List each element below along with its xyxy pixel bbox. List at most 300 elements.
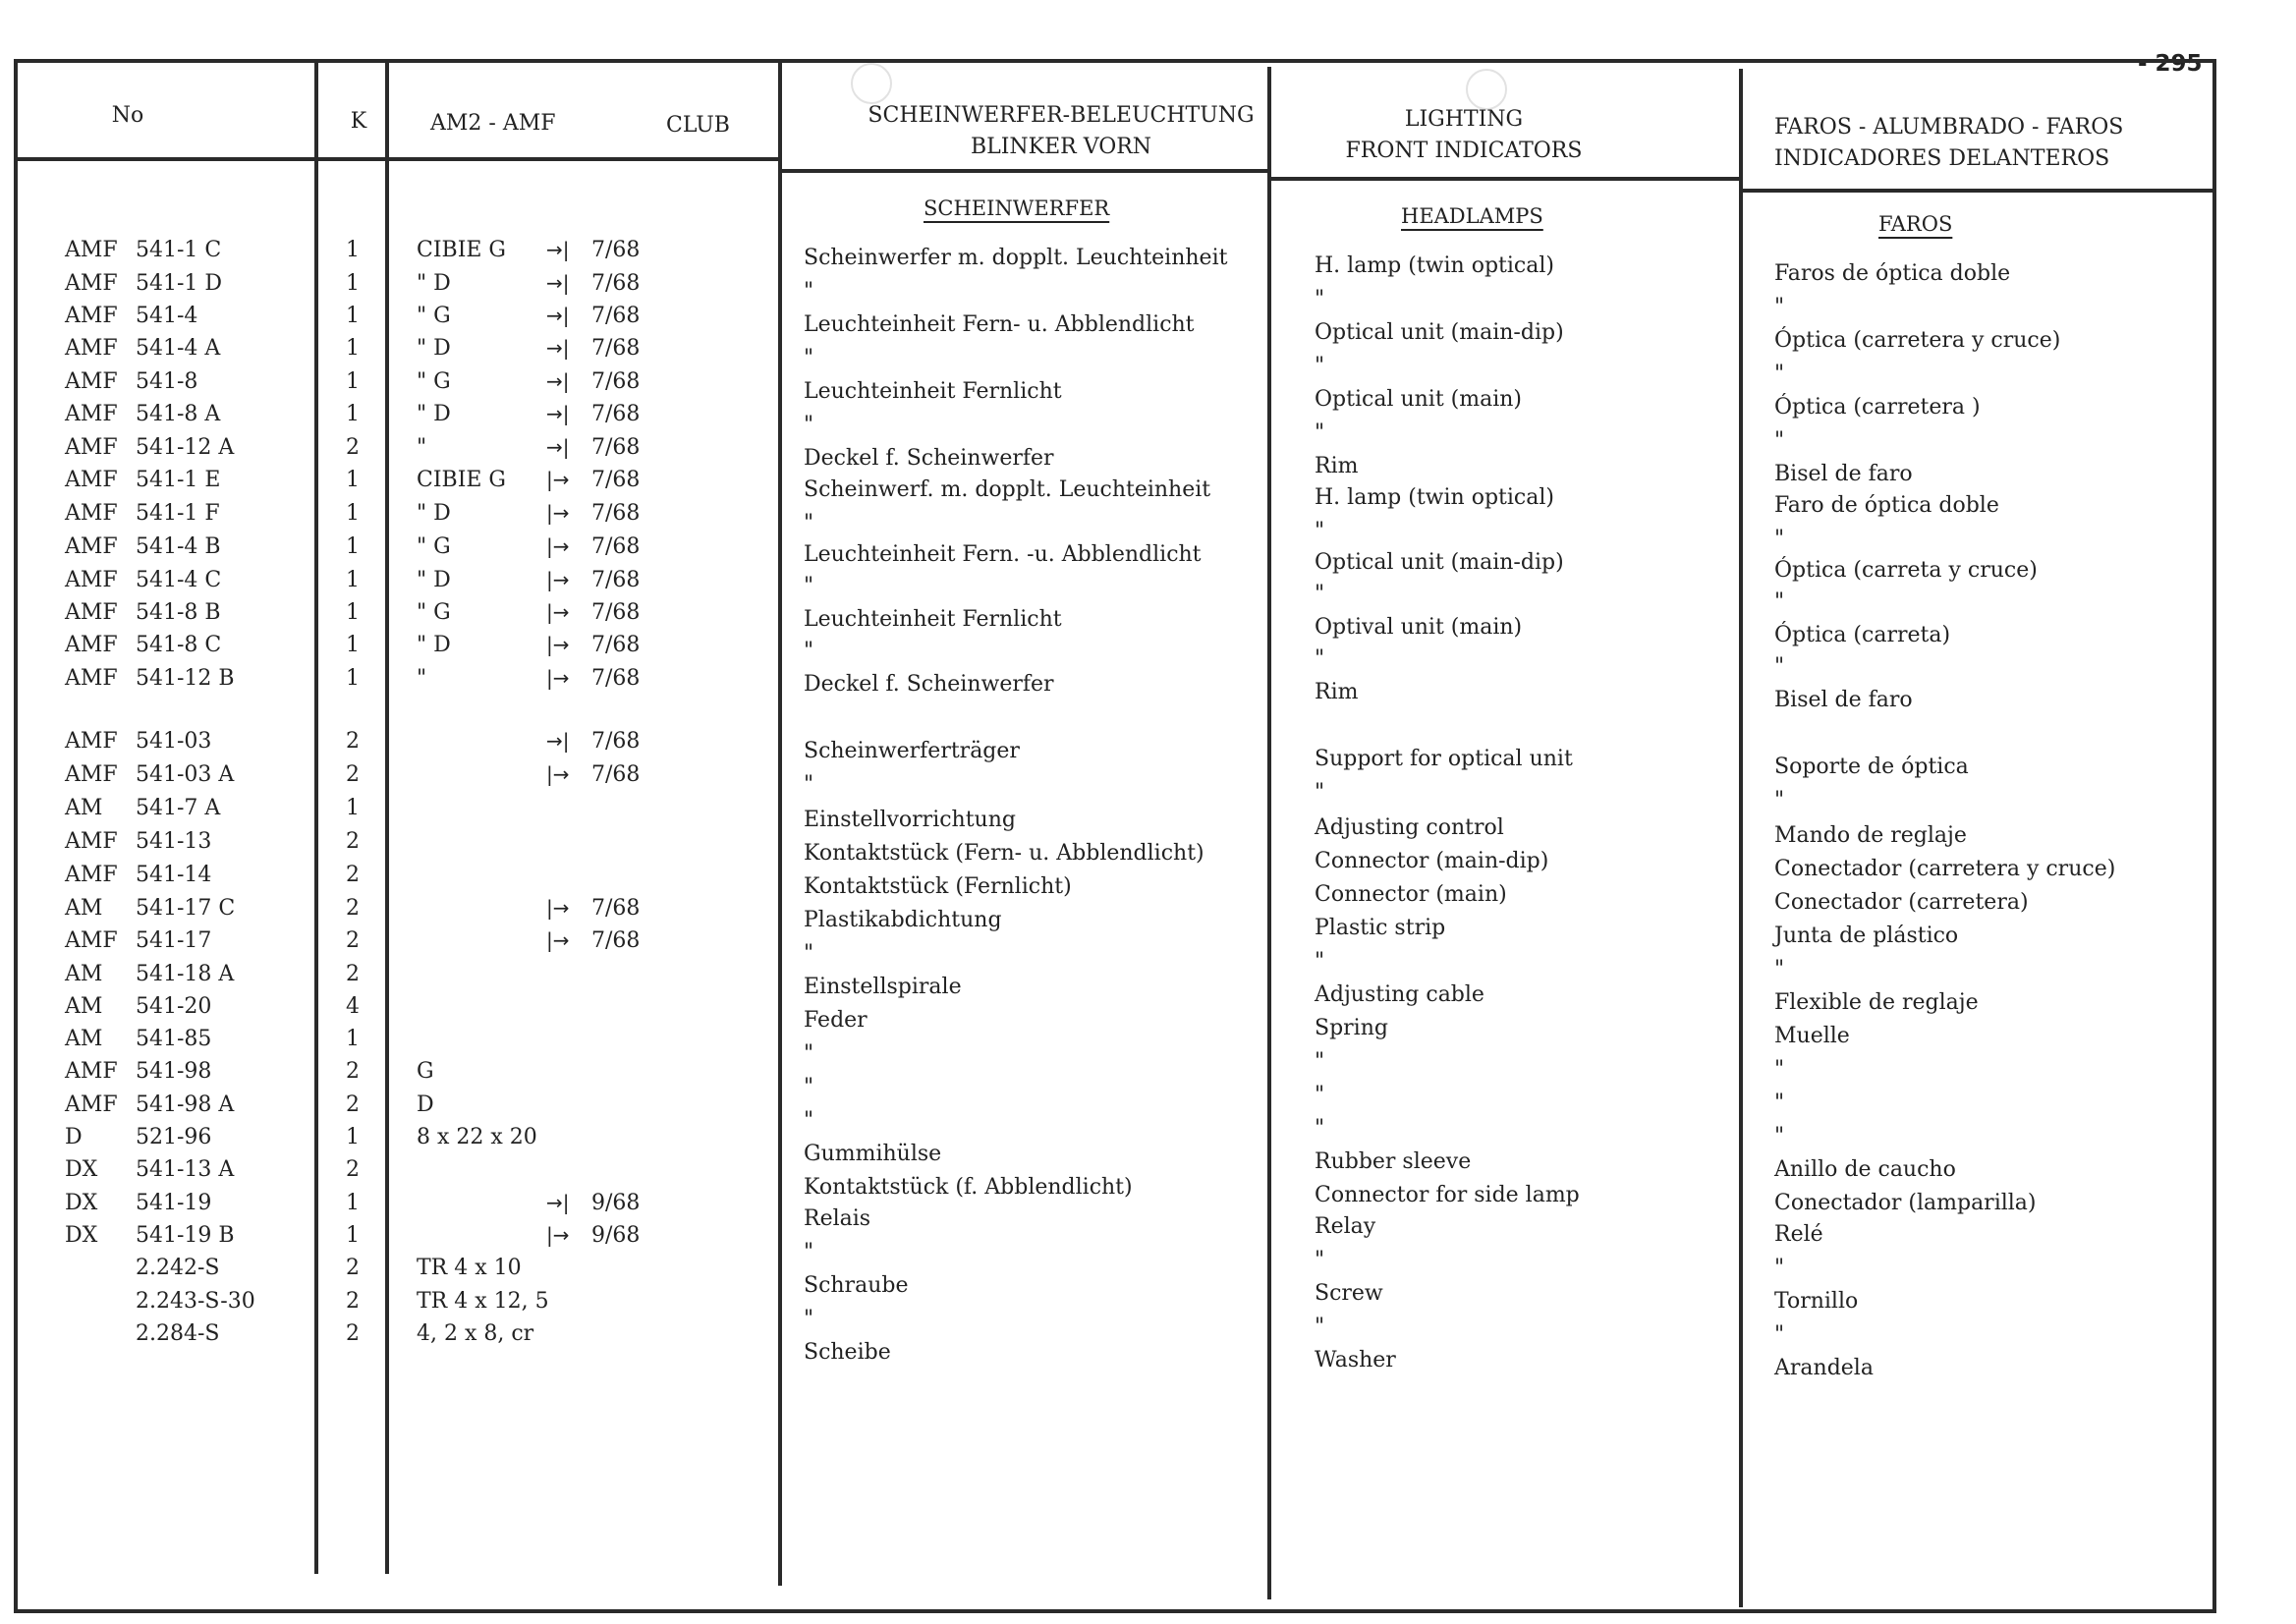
description-english: "	[1315, 1083, 1325, 1107]
part-number: 541-19 B	[136, 1223, 235, 1248]
part-prefix: AMF	[65, 633, 118, 657]
part-prefix: DX	[65, 1223, 98, 1248]
change-date: 7/68	[591, 568, 641, 592]
description-spanish: Bisel de faro	[1774, 688, 1913, 712]
header-german	[796, 100, 1326, 163]
description-german: Kontaktstück (Fernlicht)	[804, 874, 1072, 899]
model-spec: " D	[417, 336, 451, 361]
description-spanish: "	[1774, 527, 1785, 551]
part-prefix: AMF	[65, 271, 118, 296]
part-prefix: AM	[65, 896, 103, 921]
part-number: 541-03	[136, 729, 212, 754]
part-prefix: AMF	[65, 829, 118, 854]
description-english: Adjusting control	[1315, 815, 1504, 840]
table-row	[0, 1317, 776, 1350]
from-arrow-icon: |→	[546, 468, 570, 491]
part-prefix: AMF	[65, 402, 118, 426]
quantity: 1	[346, 1223, 360, 1248]
description-english: "	[1315, 646, 1325, 671]
description-german: Schraube	[804, 1273, 909, 1298]
change-date: 7/68	[591, 271, 641, 296]
description-english: "	[1315, 1049, 1325, 1074]
description-german: Leuchteinheit Fernlicht	[804, 379, 1062, 404]
table-row	[0, 234, 776, 266]
description-spanish: Faro de óptica doble	[1774, 493, 1999, 518]
description-spanish: Conectador (carretera y cruce)	[1774, 857, 2116, 881]
part-prefix: AMF	[65, 304, 118, 328]
quantity: 2	[346, 729, 360, 754]
description-english: "	[1315, 287, 1325, 311]
part-prefix: AM	[65, 1027, 103, 1051]
change-date: 7/68	[591, 534, 641, 559]
model-spec: " D	[417, 633, 451, 657]
part-number: 541-1 E	[136, 468, 221, 492]
description-spanish: "	[1774, 362, 1785, 386]
description-german: Deckel f. Scheinwerfer	[804, 446, 1054, 471]
quantity: 1	[346, 666, 360, 691]
model-spec: " G	[417, 369, 451, 394]
description-english: Connector (main)	[1315, 882, 1507, 907]
table-row	[0, 629, 776, 661]
part-number: 541-19	[136, 1191, 212, 1215]
quantity: 2	[346, 1256, 360, 1280]
model-spec: CIBIE G	[417, 238, 507, 262]
part-prefix: AMF	[65, 501, 118, 526]
description-german: Plastikabdichtung	[804, 908, 1002, 932]
part-number: 541-7 A	[136, 796, 221, 820]
part-prefix: DX	[65, 1157, 98, 1182]
model-spec: "	[417, 666, 427, 691]
table-row	[0, 497, 776, 530]
table-row	[0, 859, 776, 891]
part-number: 541-1 C	[136, 238, 222, 262]
section-title-german: SCHEINWERFER	[924, 196, 1110, 220]
table-row	[0, 725, 776, 757]
change-date: 7/68	[591, 501, 641, 526]
change-date: 9/68	[591, 1191, 641, 1215]
change-date: 7/68	[591, 928, 641, 953]
cutoff-arrow-icon: →|	[546, 1191, 570, 1214]
part-number: 541-85	[136, 1027, 212, 1051]
description-spanish: "	[1774, 1124, 1785, 1148]
description-english: Plastic strip	[1315, 916, 1446, 940]
part-number: 541-8 C	[136, 633, 222, 657]
description-german: "	[804, 941, 814, 966]
description-german: Scheinwerf. m. dopplt. Leuchteinheit	[804, 477, 1211, 502]
section-title-english: HEADLAMPS	[1401, 204, 1543, 228]
description-english: Rubber sleeve	[1315, 1149, 1472, 1174]
header-english-line-2: FRONT INDICATORS	[1345, 139, 1583, 163]
description-spanish: "	[1774, 295, 1785, 319]
cutoff-arrow-icon: →|	[546, 729, 570, 753]
table-row	[0, 1089, 776, 1121]
model-spec: TR 4 x 10	[417, 1256, 522, 1280]
description-spanish: "	[1774, 1322, 1785, 1347]
model-spec: " D	[417, 568, 451, 592]
quantity: 2	[346, 962, 360, 986]
description-english: Relay	[1315, 1214, 1376, 1239]
part-number: 541-1 F	[136, 501, 220, 526]
quantity: 2	[346, 1059, 360, 1084]
header-no: No	[111, 103, 144, 128]
part-prefix: DX	[65, 1191, 98, 1215]
table-row	[0, 1055, 776, 1088]
description-english: Connector for side lamp	[1315, 1183, 1580, 1207]
part-number: 541-4 C	[136, 568, 222, 592]
quantity: 2	[346, 1092, 360, 1117]
quantity: 1	[346, 501, 360, 526]
model-spec: " D	[417, 501, 451, 526]
description-english: "	[1315, 354, 1325, 378]
description-german: "	[804, 639, 814, 663]
column-divider	[1739, 69, 1743, 1607]
description-spanish: Óptica (carreta)	[1774, 623, 1951, 647]
model-spec: TR 4 x 12, 5	[417, 1289, 549, 1314]
from-arrow-icon: |→	[546, 666, 570, 690]
description-english: H. lamp (twin optical)	[1315, 253, 1554, 278]
part-number: 541-8 B	[136, 600, 221, 625]
part-prefix: D	[65, 1125, 83, 1149]
description-german: "	[804, 1075, 814, 1099]
table-row	[0, 1219, 776, 1252]
table-row	[0, 825, 776, 858]
part-number: 2.242-S	[136, 1256, 220, 1280]
description-english: Adjusting cable	[1315, 982, 1484, 1007]
part-prefix: AMF	[65, 1059, 118, 1084]
change-date: 9/68	[591, 1223, 641, 1248]
description-spanish: Anillo de caucho	[1774, 1157, 1956, 1182]
description-german: Scheibe	[804, 1340, 891, 1365]
description-german: Scheinwerfer m. dopplt. Leuchteinheit	[804, 246, 1228, 270]
description-spanish: Faros de óptica doble	[1774, 261, 2011, 286]
description-spanish: "	[1774, 1091, 1785, 1115]
table-row	[0, 398, 776, 430]
header-rule	[1739, 189, 2216, 193]
quantity: 4	[346, 994, 360, 1019]
quantity: 2	[346, 435, 360, 460]
model-spec: 8 x 22 x 20	[417, 1125, 537, 1149]
part-prefix: AMF	[65, 928, 118, 953]
description-english: Optical unit (main-dip)	[1315, 550, 1564, 575]
quantity: 1	[346, 796, 360, 820]
change-date: 7/68	[591, 336, 641, 361]
description-english: "	[1315, 949, 1325, 974]
change-date: 7/68	[591, 896, 641, 921]
change-date: 7/68	[591, 600, 641, 625]
table-row	[0, 1023, 776, 1055]
quantity: 1	[346, 271, 360, 296]
page-number: - 295	[2138, 51, 2203, 77]
description-spanish: Junta de plástico	[1774, 924, 1959, 948]
description-english: "	[1315, 519, 1325, 543]
description-spanish: Mando de reglaje	[1774, 823, 1967, 848]
part-number: 541-17	[136, 928, 212, 953]
column-divider	[778, 61, 782, 1586]
part-prefix: AMF	[65, 568, 118, 592]
cutoff-arrow-icon: →|	[546, 435, 570, 459]
description-german: "	[804, 772, 814, 797]
quantity: 2	[346, 1321, 360, 1346]
description-english: Rim	[1315, 454, 1359, 478]
model-spec: G	[417, 1059, 434, 1084]
description-german: "	[804, 1240, 814, 1264]
quantity: 1	[346, 568, 360, 592]
model-spec: " G	[417, 304, 451, 328]
quantity: 1	[346, 1191, 360, 1215]
table-row	[0, 332, 776, 364]
part-number: 541-1 D	[136, 271, 223, 296]
from-arrow-icon: |→	[546, 1223, 570, 1247]
description-german: Kontaktstück (f. Abblendlicht)	[804, 1175, 1133, 1200]
cutoff-arrow-icon: →|	[546, 402, 570, 425]
description-german: Gummihülse	[804, 1142, 942, 1166]
description-spanish: Óptica (carretera )	[1774, 395, 1981, 420]
model-spec: CIBIE G	[417, 468, 507, 492]
part-number: 541-4 B	[136, 534, 221, 559]
description-german: "	[804, 574, 814, 598]
description-german: Relais	[804, 1206, 871, 1231]
part-number: 541-13	[136, 829, 212, 854]
quantity: 2	[346, 829, 360, 854]
part-number: 541-8	[136, 369, 198, 394]
description-spanish: "	[1774, 589, 1785, 614]
change-date: 7/68	[591, 633, 641, 657]
description-spanish: Óptica (carretera y cruce)	[1774, 328, 2061, 353]
description-english: Connector (main-dip)	[1315, 849, 1549, 873]
header-spanish-line-1: FAROS - ALUMBRADO - FAROS	[1774, 115, 2124, 140]
part-prefix: AMF	[65, 762, 118, 787]
quantity: 1	[346, 304, 360, 328]
part-prefix: AM	[65, 994, 103, 1019]
description-spanish: Conectador (lamparilla)	[1774, 1191, 2037, 1215]
description-german: Kontaktstück (Fern- u. Abblendlicht)	[804, 841, 1204, 866]
part-number: 541-8 A	[136, 402, 221, 426]
description-spanish: "	[1774, 1256, 1785, 1280]
part-prefix: AM	[65, 796, 103, 820]
header-rule	[14, 157, 780, 161]
change-date: 7/68	[591, 666, 641, 691]
description-german: Einstellspirale	[804, 975, 962, 999]
part-prefix: AMF	[65, 534, 118, 559]
description-german: Leuchteinheit Fern. -u. Abblendlicht	[804, 542, 1202, 567]
quantity: 2	[346, 928, 360, 953]
part-prefix: AMF	[65, 435, 118, 460]
part-number: 541-14	[136, 863, 212, 887]
model-spec: "	[417, 435, 427, 460]
header-spanish-line-2: INDICADORES DELANTEROS	[1774, 146, 2110, 171]
part-number: 2.284-S	[136, 1321, 220, 1346]
description-english: "	[1315, 1116, 1325, 1141]
model-spec: D	[417, 1092, 434, 1117]
description-english: "	[1315, 582, 1325, 606]
from-arrow-icon: |→	[546, 762, 570, 786]
cutoff-arrow-icon: →|	[546, 369, 570, 393]
model-spec: " G	[417, 600, 451, 625]
part-number: 541-12 B	[136, 666, 235, 691]
quantity: 1	[346, 402, 360, 426]
description-spanish: Óptica (carreta y cruce)	[1774, 558, 2038, 583]
part-number: 541-17 C	[136, 896, 236, 921]
quantity: 1	[346, 336, 360, 361]
description-german: "	[804, 279, 814, 304]
description-english: Optical unit (main)	[1315, 387, 1523, 412]
description-spanish: Muelle	[1774, 1024, 1850, 1048]
quantity: 1	[346, 600, 360, 625]
description-spanish: Tornillo	[1774, 1289, 1859, 1314]
part-prefix: AMF	[65, 336, 118, 361]
description-english: "	[1315, 420, 1325, 445]
table-row	[0, 564, 776, 596]
cutoff-arrow-icon: →|	[546, 336, 570, 360]
description-spanish: "	[1774, 788, 1785, 812]
description-english: Screw	[1315, 1281, 1383, 1306]
description-english: Spring	[1315, 1016, 1388, 1040]
table-row	[0, 431, 776, 464]
description-german: "	[804, 1041, 814, 1066]
from-arrow-icon: |→	[546, 633, 570, 656]
table-row	[0, 892, 776, 924]
table-row	[0, 464, 776, 496]
table-row	[0, 1153, 776, 1186]
part-number: 541-20	[136, 994, 212, 1019]
description-german: Leuchteinheit Fern- u. Abblendlicht	[804, 312, 1195, 337]
table-row	[0, 1187, 776, 1219]
part-number: 541-12 A	[136, 435, 235, 460]
quantity: 1	[346, 534, 360, 559]
table-row	[0, 300, 776, 332]
part-number: 541-18 A	[136, 962, 235, 986]
change-date: 7/68	[591, 402, 641, 426]
description-spanish: Soporte de óptica	[1774, 755, 1969, 779]
description-german: Einstellvorrichtung	[804, 808, 1016, 832]
description-english: "	[1315, 1248, 1325, 1272]
description-german: "	[804, 413, 814, 437]
change-date: 7/68	[591, 729, 641, 754]
header-rule	[778, 169, 1269, 173]
part-number: 541-4	[136, 304, 198, 328]
description-spanish: Conectador (carretera)	[1774, 890, 2029, 915]
part-number: 521-96	[136, 1125, 212, 1149]
table-row	[0, 924, 776, 957]
part-number: 541-4 A	[136, 336, 221, 361]
description-spanish: "	[1774, 1057, 1785, 1082]
part-prefix: AMF	[65, 863, 118, 887]
change-date: 7/68	[591, 435, 641, 460]
quantity: 2	[346, 1289, 360, 1314]
table-row	[0, 792, 776, 824]
description-english: Optical unit (main-dip)	[1315, 320, 1564, 345]
table-row	[0, 365, 776, 398]
part-prefix: AMF	[65, 468, 118, 492]
header-english-line-1: LIGHTING	[1404, 107, 1524, 132]
description-english: Washer	[1315, 1348, 1396, 1372]
part-prefix: AM	[65, 962, 103, 986]
part-prefix: AMF	[65, 369, 118, 394]
model-spec: " G	[417, 534, 451, 559]
quantity: 2	[346, 762, 360, 787]
part-prefix: AMF	[65, 238, 118, 262]
description-german: Feder	[804, 1008, 868, 1033]
change-date: 7/68	[591, 468, 641, 492]
cutoff-arrow-icon: →|	[546, 271, 570, 295]
model-spec: 4, 2 x 8, cr	[417, 1321, 534, 1346]
table-row	[0, 1121, 776, 1153]
from-arrow-icon: |→	[546, 928, 570, 952]
description-english: Optival unit (main)	[1315, 615, 1523, 640]
from-arrow-icon: |→	[546, 534, 570, 558]
description-german: Deckel f. Scheinwerfer	[804, 672, 1054, 697]
part-prefix: AMF	[65, 666, 118, 691]
header-spanish	[1774, 112, 2187, 175]
header-english	[1277, 104, 1651, 167]
part-number: 541-03 A	[136, 762, 235, 787]
part-prefix: AMF	[65, 1092, 118, 1117]
table-row	[0, 531, 776, 563]
model-spec: " D	[417, 271, 451, 296]
change-date: 7/68	[591, 304, 641, 328]
model-spec: " D	[417, 402, 451, 426]
header-german-line-2: BLINKER VORN	[970, 135, 1152, 159]
description-english: "	[1315, 780, 1325, 805]
description-spanish: Bisel de faro	[1774, 462, 1913, 486]
description-english: Support for optical unit	[1315, 747, 1573, 771]
part-prefix: AMF	[65, 729, 118, 754]
quantity: 1	[346, 369, 360, 394]
quantity: 1	[346, 468, 360, 492]
cutoff-arrow-icon: →|	[546, 304, 570, 327]
description-spanish: "	[1774, 957, 1785, 981]
from-arrow-icon: |→	[546, 600, 570, 624]
change-date: 7/68	[591, 238, 641, 262]
description-german: "	[804, 511, 814, 535]
table-row	[0, 1252, 776, 1284]
description-english: Rim	[1315, 680, 1359, 704]
header-k: K	[350, 109, 367, 134]
change-date: 7/68	[591, 369, 641, 394]
description-german: "	[804, 346, 814, 370]
change-date: 7/68	[591, 762, 641, 787]
quantity: 1	[346, 1027, 360, 1051]
quantity: 2	[346, 863, 360, 887]
description-german: "	[804, 1108, 814, 1133]
part-prefix: AMF	[65, 600, 118, 625]
part-number: 541-98	[136, 1059, 212, 1084]
section-title-spanish: FAROS	[1878, 212, 1953, 236]
table-row	[0, 1285, 776, 1317]
description-german: Scheinwerferträger	[804, 739, 1020, 763]
table-row	[0, 990, 776, 1023]
quantity: 1	[346, 633, 360, 657]
table-row	[0, 958, 776, 990]
description-spanish: Relé	[1774, 1222, 1823, 1247]
table-row	[0, 267, 776, 300]
description-german: "	[804, 1307, 814, 1331]
part-number: 541-98 A	[136, 1092, 235, 1117]
cutoff-arrow-icon: →|	[546, 238, 570, 261]
description-english: H. lamp (twin optical)	[1315, 485, 1554, 510]
header-model-club: CLUB	[666, 113, 730, 138]
description-spanish: "	[1774, 654, 1785, 679]
table-row	[0, 596, 776, 629]
description-spanish: "	[1774, 428, 1785, 453]
from-arrow-icon: |→	[546, 501, 570, 525]
table-row	[0, 662, 776, 695]
part-number: 2.243-S-30	[136, 1289, 255, 1314]
quantity: 1	[346, 1125, 360, 1149]
header-model-am2: AM2 - AMF	[430, 111, 556, 136]
quantity: 1	[346, 238, 360, 262]
table-row	[0, 758, 776, 791]
